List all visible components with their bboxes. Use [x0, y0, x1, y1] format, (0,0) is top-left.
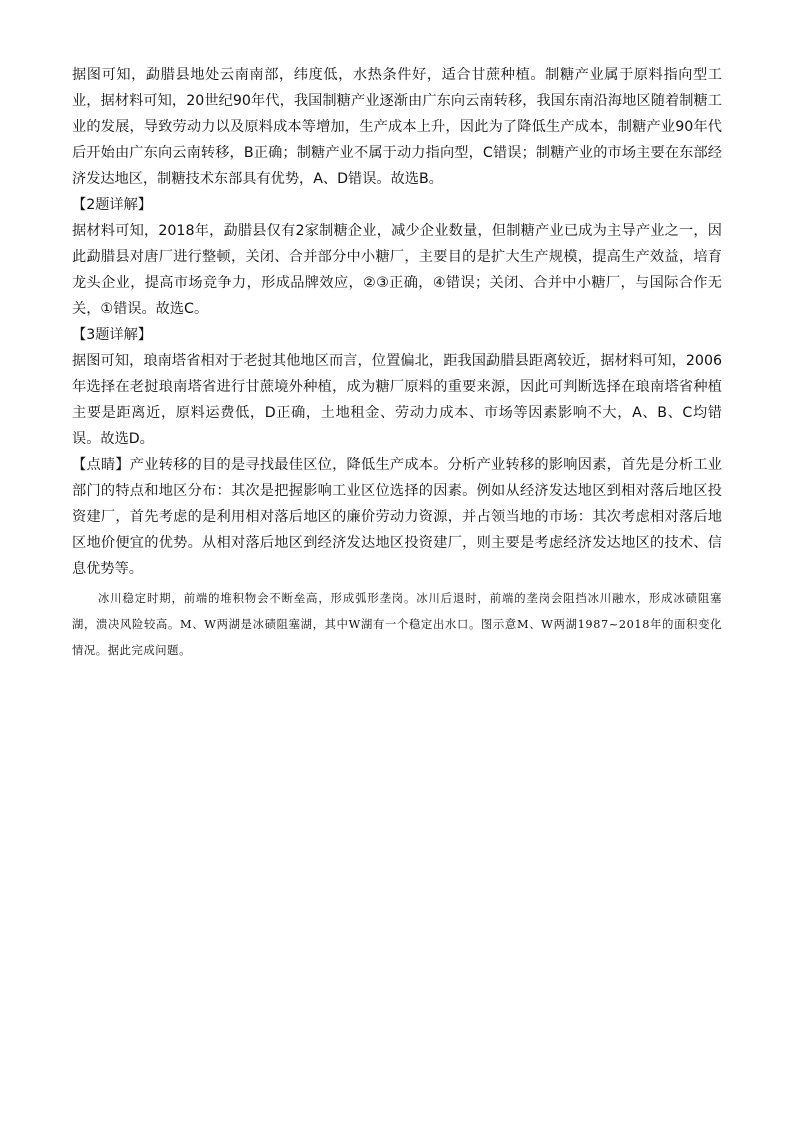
- next-question-intro: 冰川稳定时期，前端的堆积物会不断垒高，形成弧形垄岗。冰川后退时，前端的垄岗会阻挡冰川融水，形成冰碛阻塞湖，溃决风险较高。M、W两湖是冰碛阻塞湖，其中W湖有一个稳定出水口。图示意M、W两湖1987~2018年的面积变化情况。据此完成问题。: [72, 592, 722, 657]
- q3-analysis-paragraph: 据图可知，琅南塔省相对于老挝其他地区而言，位置偏北，距我国勐腊县距离较近，据材料可知，2006年选择在老挝琅南塔省进行甘蔗境外种植，成为糖厂原料的重要来源，因此可判断选择在琅南塔省种植主要是距离近，原料运费低，D正确，土地租金、劳动力成本、市场等因素影响不大，A、B、C均错误。故选D。: [72, 353, 722, 447]
- q1-analysis-paragraph: 据图可知，勐腊县地处云南南部，纬度低，水热条件好，适合甘蔗种植。制糖产业属于原料指向型工业，据材料可知，20世纪90年代，我国制糖产业逐渐由广东向云南转移，我国东南沿海地区随着制糖工业的发展，导致劳动力以及原料成本等增加，生产成本上升，因此为了降低生产成本，制糖产业90年代后开始由广东向云南转移，B正确；制糖产业不属于动力指向型，C错误；制糖产业的市场主要在东部经济发达地区，制糖技术东部具有优势，A、D错误。故选B。: [72, 67, 722, 187]
- point-note-paragraph: 【点睛】产业转移的目的是寻找最佳区位，降低生产成本。分析产业转移的影响因素，首先是分析工业部门的特点和地区分布：其次是把握影响工业区位选择的因素。例如从经济发达地区到相对落后地区投资建厂，首先考虑的是利用相对落后地区的廉价劳动力资源，并占领当地的市场：其次考虑相对落后地区地价便宜的优势。从相对落后地区到经济发达地区投资建厂，则主要是考虑经济发达地区的技术、信息优势等。: [72, 457, 722, 577]
- q2-analysis-paragraph: 据材料可知，2018年，勐腊县仅有2家制糖企业，减少企业数量，但制糖产业已成为主导产业之一，因此勐腊县对唐厂进行整顿，关闭、合并部分中小糖厂，主要目的是扩大生产规模，提高生产效益，培育龙头企业，提高市场竞争力，形成品牌效应，②③正确，④错误；关闭、合并中小糖厂，与国际合作无关，①错误。故选C。: [72, 223, 722, 317]
- q3-heading: 【3题详解】: [72, 327, 152, 343]
- document-page: [72, 62, 722, 664]
- q2-heading: 【2题详解】: [72, 197, 152, 213]
